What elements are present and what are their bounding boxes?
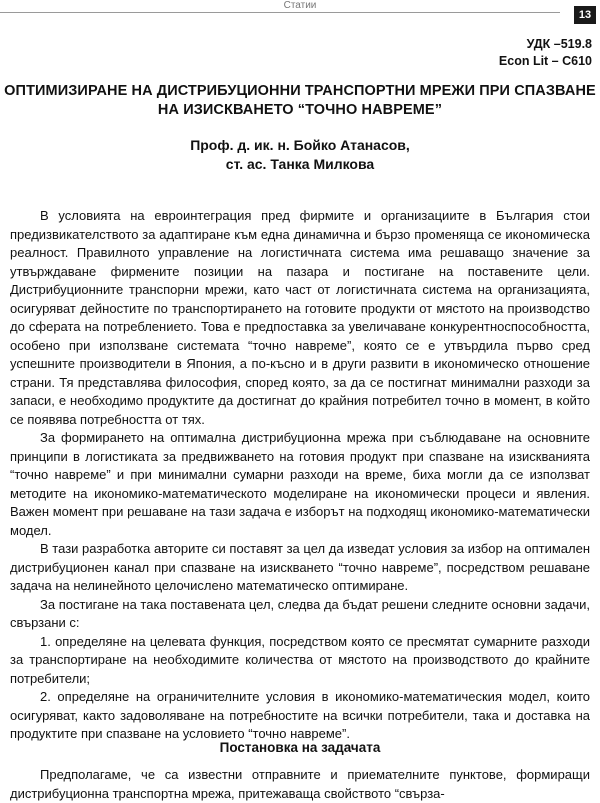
- section-heading: Постановка на задачата: [219, 740, 381, 755]
- author-1: Проф. д. ик. н. Бойко Атанасов,: [190, 137, 410, 153]
- paragraph: В условията на евроинтеграция пред фирмите и организациите в България стои предизвикателството за адаптиране към една динамична и бързо променяща се икономическа реалност. Правилното управление на логистичната система има решаващо значение за утвърждаване фирмените позиции на пазара и постигане на поставените цели. Дистрибуционните транспорни мрежи, като част от логистичната система на организацията, осигуряват дейностите по транспортирането на готовите продукти от мястото на производство до сферата на потреблението. Това е предпоставка за увеличаване конкурентноспособността, особено при използване системата “точно навреме”, която се е утвърдила първо сред успешните производители в Япония, а по-късно и в други развити в икономическо отношение страни. Тя представлява философия, според която, за да се постигнат минимални разходи за запаси, е необходимо продуктите да достигнат до крайния потребител точно в момент, в който се появява потребността от тях.: [10, 208, 590, 427]
- list-item: 2. определяне на ограничителните условия в икономико-математическия модел, които осигуряват, както задоволяване на потребностите на всички потребители, така и доставка на продуктите при спазване на условието “точно навреме”.: [10, 689, 590, 741]
- econlit-code: Econ Lit – C610: [498, 54, 592, 68]
- running-title: Статии: [283, 0, 317, 11]
- paragraph: Предполагаме, че са известни отправните и приемателните пунктове, формиращи дистрибуционна транспортна мрежа, притежаваща свойството “свърза-: [10, 767, 590, 801]
- udk-code: УДК –519.8: [526, 37, 592, 51]
- classification-codes: [499, 36, 592, 70]
- section-body: [10, 766, 590, 803]
- paragraph: За формирането на оптимална дистрибуционна мрежа при съблюдаване на основните принципи в логистиката за предвижването на готовия продукт при спазване на изискванията “точно навреме” и при минимални сумарни разходи на време, биха могли да се използват методите на икономико-математическото моделиране на икономически процеси и явления. Важен момент при решаване на тази задача е изборът на подходящ икономико-математически модел.: [10, 430, 590, 538]
- authors: [0, 136, 600, 174]
- author-2: ст. ас. Танка Милкова: [225, 156, 375, 172]
- paragraph: За постигане на така поставената цел, следва да бъдат решени следните основни задачи, свързани с:: [10, 596, 590, 630]
- article-body: [10, 207, 590, 744]
- article-title: ОПТИМИЗИРАНЕ НА ДИСТРИБУЦИОННИ ТРАНСПОРТНИ МРЕЖИ ПРИ СПАЗВАНЕ НА ИЗИСКВАНЕТО “ТОЧНО НАВРЕМЕ”: [4, 83, 596, 118]
- list-item: 1. определяне на целевата функция, посредством която се пресмятат сумарните разходи за транспортиране на необходимите количества от мястото на производството до крайните потребители;: [10, 633, 590, 686]
- running-header: [0, 0, 600, 14]
- paragraph: В тази разработка авторите си поставят за цел да изведат условия за избор на оптимален дистрибуционен канал при спазване на изискването “точно навреме”, посредством решаване задача на нелинейното целочислено математическо оптимиране.: [10, 541, 590, 593]
- header-divider: [0, 12, 560, 13]
- page-number-badge: 13: [574, 6, 596, 24]
